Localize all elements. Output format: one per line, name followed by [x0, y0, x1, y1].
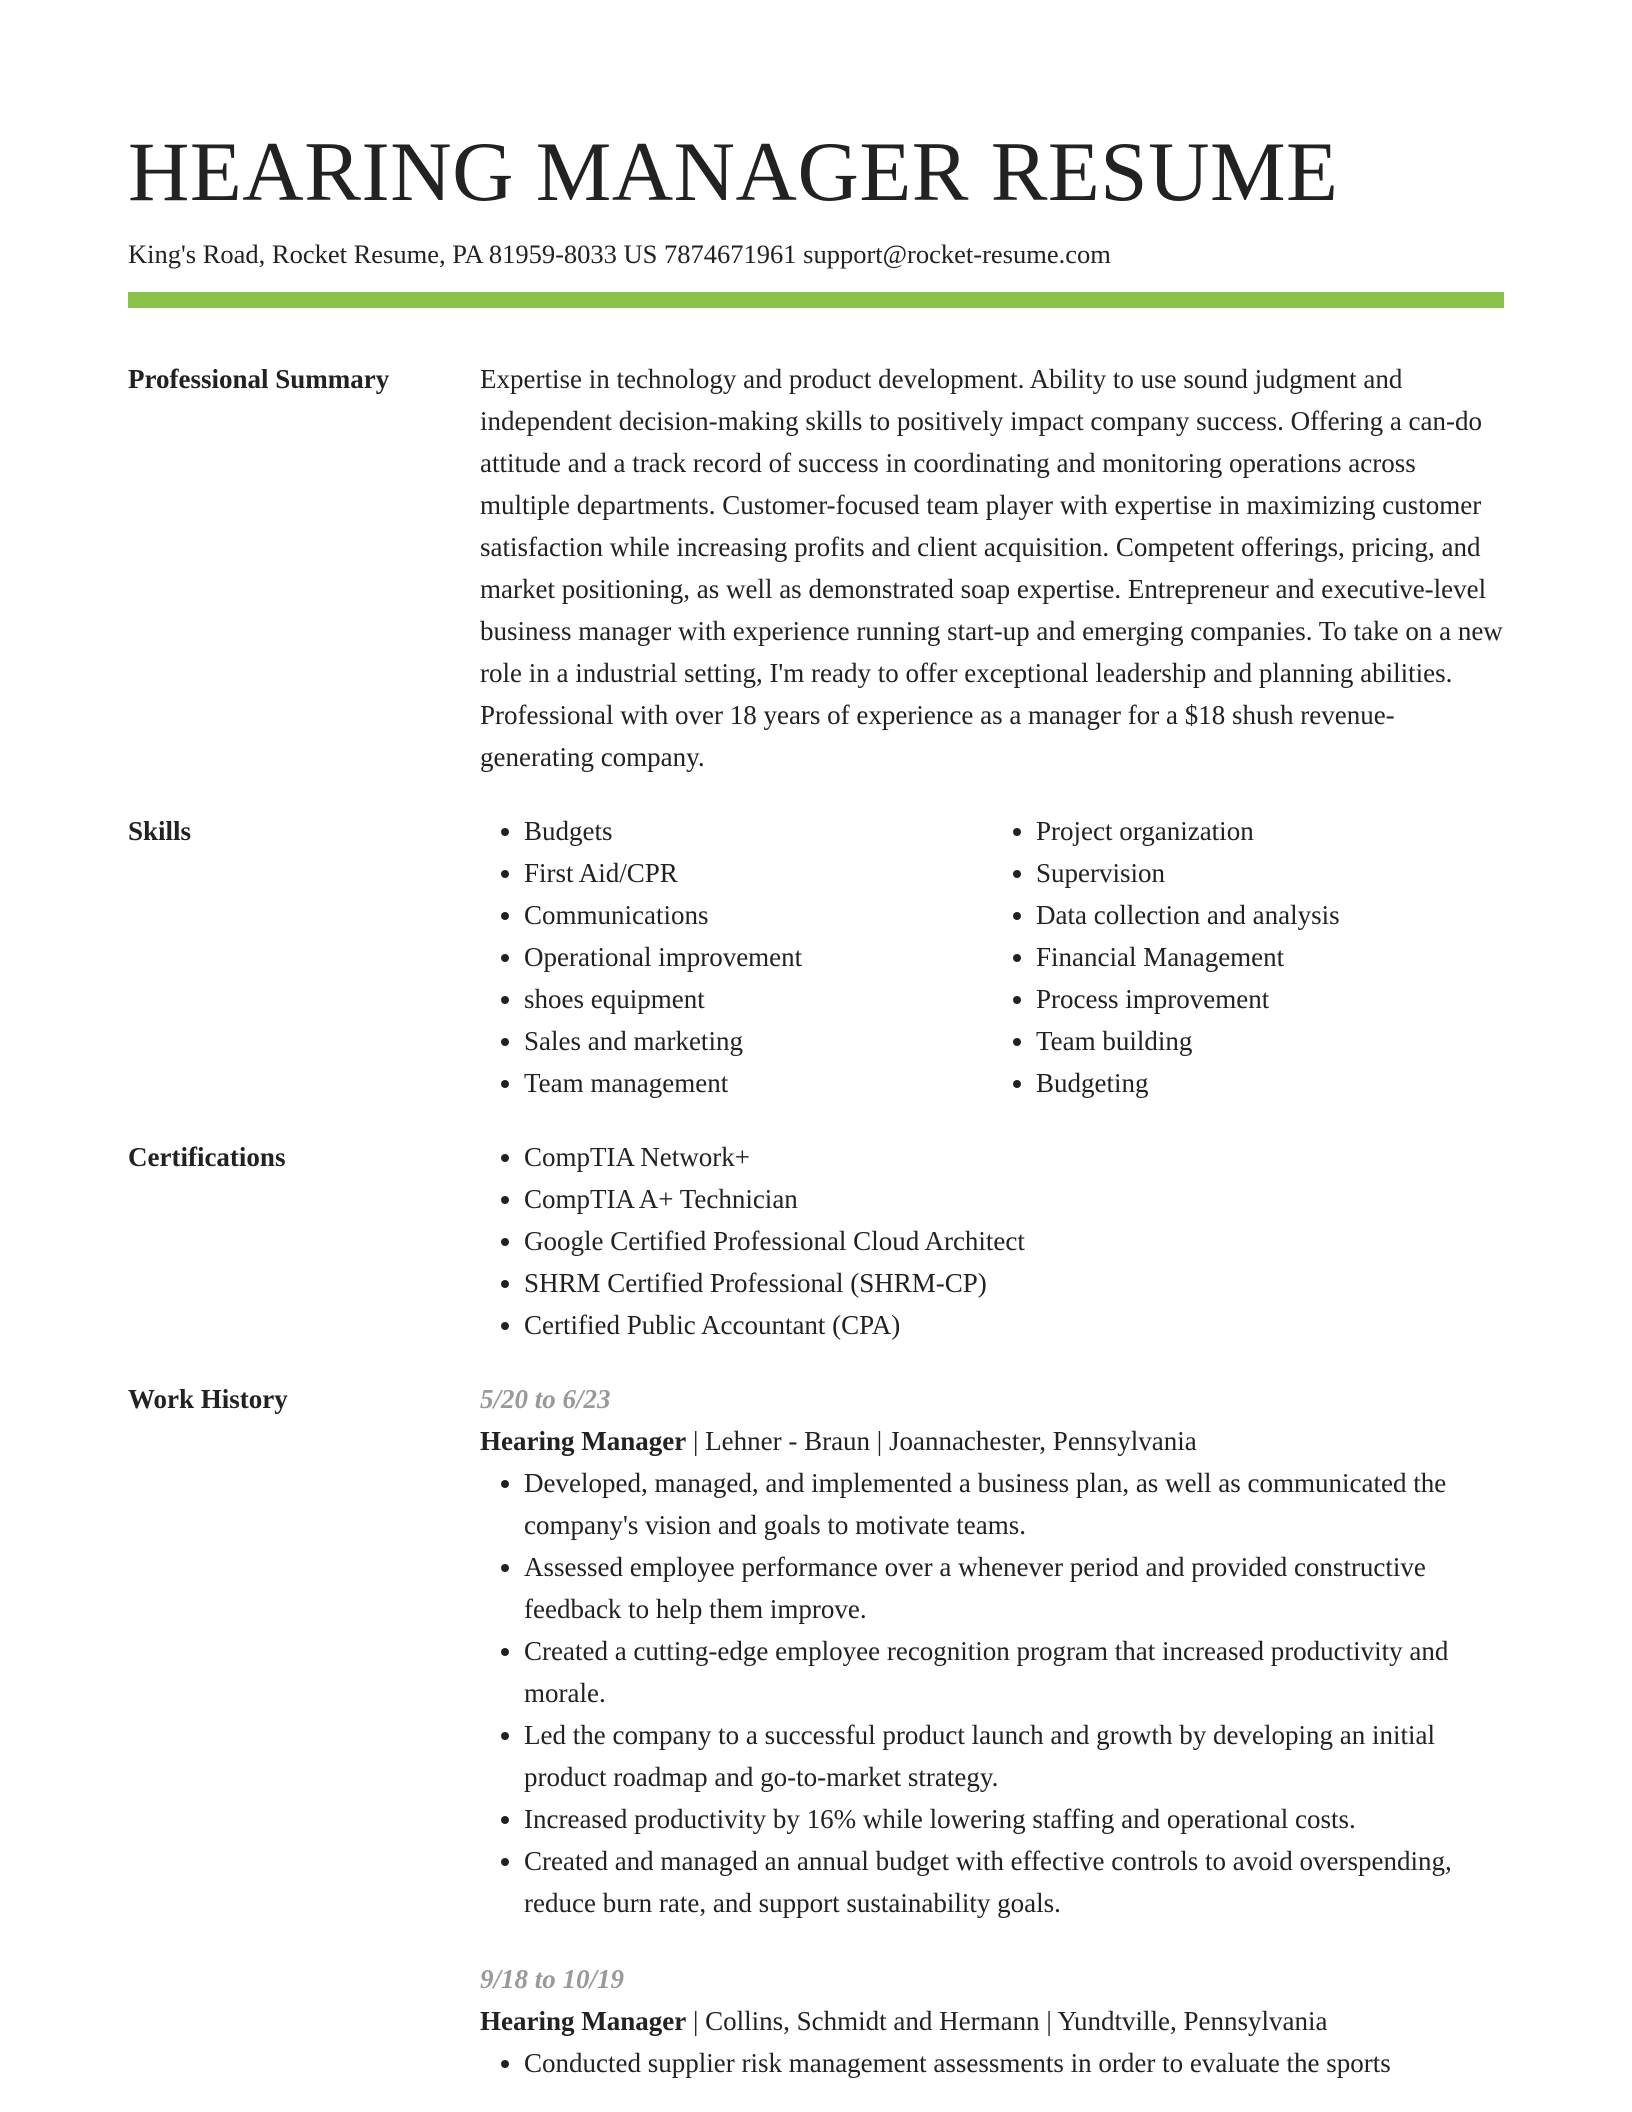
- certifications-body: [480, 1136, 1504, 1346]
- skill-item: • Team building: [1036, 1020, 1504, 1062]
- work-history-body: [480, 1378, 1504, 2084]
- certifications-list: [480, 1136, 1504, 1346]
- certifications-heading: Certifications: [128, 1142, 286, 1172]
- certification-item: • Google Certified Professional Cloud Architect: [524, 1220, 1504, 1262]
- skill-item: • Budgeting: [1036, 1062, 1504, 1104]
- skill-item: • Data collection and analysis: [1036, 894, 1504, 936]
- skill-item: • Financial Management: [1036, 936, 1504, 978]
- summary-heading: Professional Summary: [128, 364, 390, 394]
- summary-text: Expertise in technology and product development. Ability to use sound judgment and independent decision-making skills to positively impact company success. Offering a can-do attitude and a track record of success in coordinating and monitoring operations across multiple departments. Customer-focused team player with expertise in maximizing customer satisfaction while increasing profits and client acquisition. Competent offerings, pricing, and market positioning, as well as demonstrated soap expertise. Entrepreneur and executive-level business manager with experience running start-up and emerging companies. To take on a new role in a industrial setting, I'm ready to offer exceptional leadership and planning abilities. Professional with over 18 years of experience as a manager for a $18 shush revenue-generating company.: [480, 364, 1503, 772]
- skill-item: • First Aid/CPR: [524, 852, 992, 894]
- resume-title: HEARING MANAGER RESUME: [128, 125, 1339, 219]
- certification-item: • SHRM Certified Professional (SHRM-CP): [524, 1262, 1504, 1304]
- skills-list-right: [992, 810, 1504, 1104]
- job-heading: [480, 2000, 1504, 2042]
- skill-item: • Process improvement: [1036, 978, 1504, 1020]
- job-bullets: [480, 2042, 1504, 2084]
- skills-grid: [480, 810, 1504, 1104]
- job-heading: [480, 1420, 1504, 1462]
- job-entry: [480, 1958, 1504, 2084]
- job-bullet: • Increased productivity by 16% while lowering staffing and operational costs.: [524, 1798, 1504, 1840]
- summary-section: [128, 358, 1504, 778]
- skills-heading: Skills: [128, 816, 192, 846]
- skills-section: [128, 810, 1504, 1104]
- skill-item: • Budgets: [524, 810, 992, 852]
- job-bullet: • Developed, managed, and implemented a business plan, as well as communicated the company's vision and goals to motivate teams.: [524, 1462, 1504, 1546]
- certification-item: • Certified Public Accountant (CPA): [524, 1304, 1504, 1346]
- job-title: Hearing Manager: [480, 2006, 687, 2036]
- skills-list-left: [480, 810, 992, 1104]
- job-dates: 5/20 to 6/23: [480, 1384, 611, 1414]
- job-details: | Collins, Schmidt and Hermann | Yundtville, Pennsylvania: [686, 2006, 1328, 2036]
- skill-item: • Operational improvement: [524, 936, 992, 978]
- job-bullets: [480, 1462, 1504, 1924]
- skill-item: • Communications: [524, 894, 992, 936]
- job-entry: [480, 1378, 1504, 1924]
- skill-item: • Project organization: [1036, 810, 1504, 852]
- work-history-section: [128, 1378, 1504, 2084]
- job-dates: 9/18 to 10/19: [480, 1964, 625, 1994]
- job-bullet: • Led the company to a successful product launch and growth by developing an initial product roadmap and go-to-market strategy.: [524, 1714, 1504, 1798]
- certifications-section: [128, 1136, 1504, 1346]
- skill-item: • shoes equipment: [524, 978, 992, 1020]
- work-history-heading: Work History: [128, 1384, 288, 1414]
- skill-item: • Team management: [524, 1062, 992, 1104]
- job-bullet: • Created a cutting-edge employee recognition program that increased productivity and morale.: [524, 1630, 1504, 1714]
- job-bullet: • Created and managed an annual budget with effective controls to avoid overspending, reduce burn rate, and support sustainability goals.: [524, 1840, 1504, 1924]
- skill-item: • Supervision: [1036, 852, 1504, 894]
- accent-divider: [128, 292, 1504, 308]
- job-bullet: • Assessed employee performance over a whenever period and provided constructive feedback to help them improve.: [524, 1546, 1504, 1630]
- job-bullet: • Conducted supplier risk management assessments in order to evaluate the sports: [524, 2042, 1504, 2084]
- job-details: | Lehner - Braun | Joannachester, Pennsylvania: [686, 1426, 1197, 1456]
- certification-item: • CompTIA Network+: [524, 1136, 1504, 1178]
- certification-item: • CompTIA A+ Technician: [524, 1178, 1504, 1220]
- job-title: Hearing Manager: [480, 1426, 687, 1456]
- skill-item: • Sales and marketing: [524, 1020, 992, 1062]
- contact-line: King's Road, Rocket Resume, PA 81959-8033 US 7874671961 support@rocket-resume.com: [128, 239, 1111, 269]
